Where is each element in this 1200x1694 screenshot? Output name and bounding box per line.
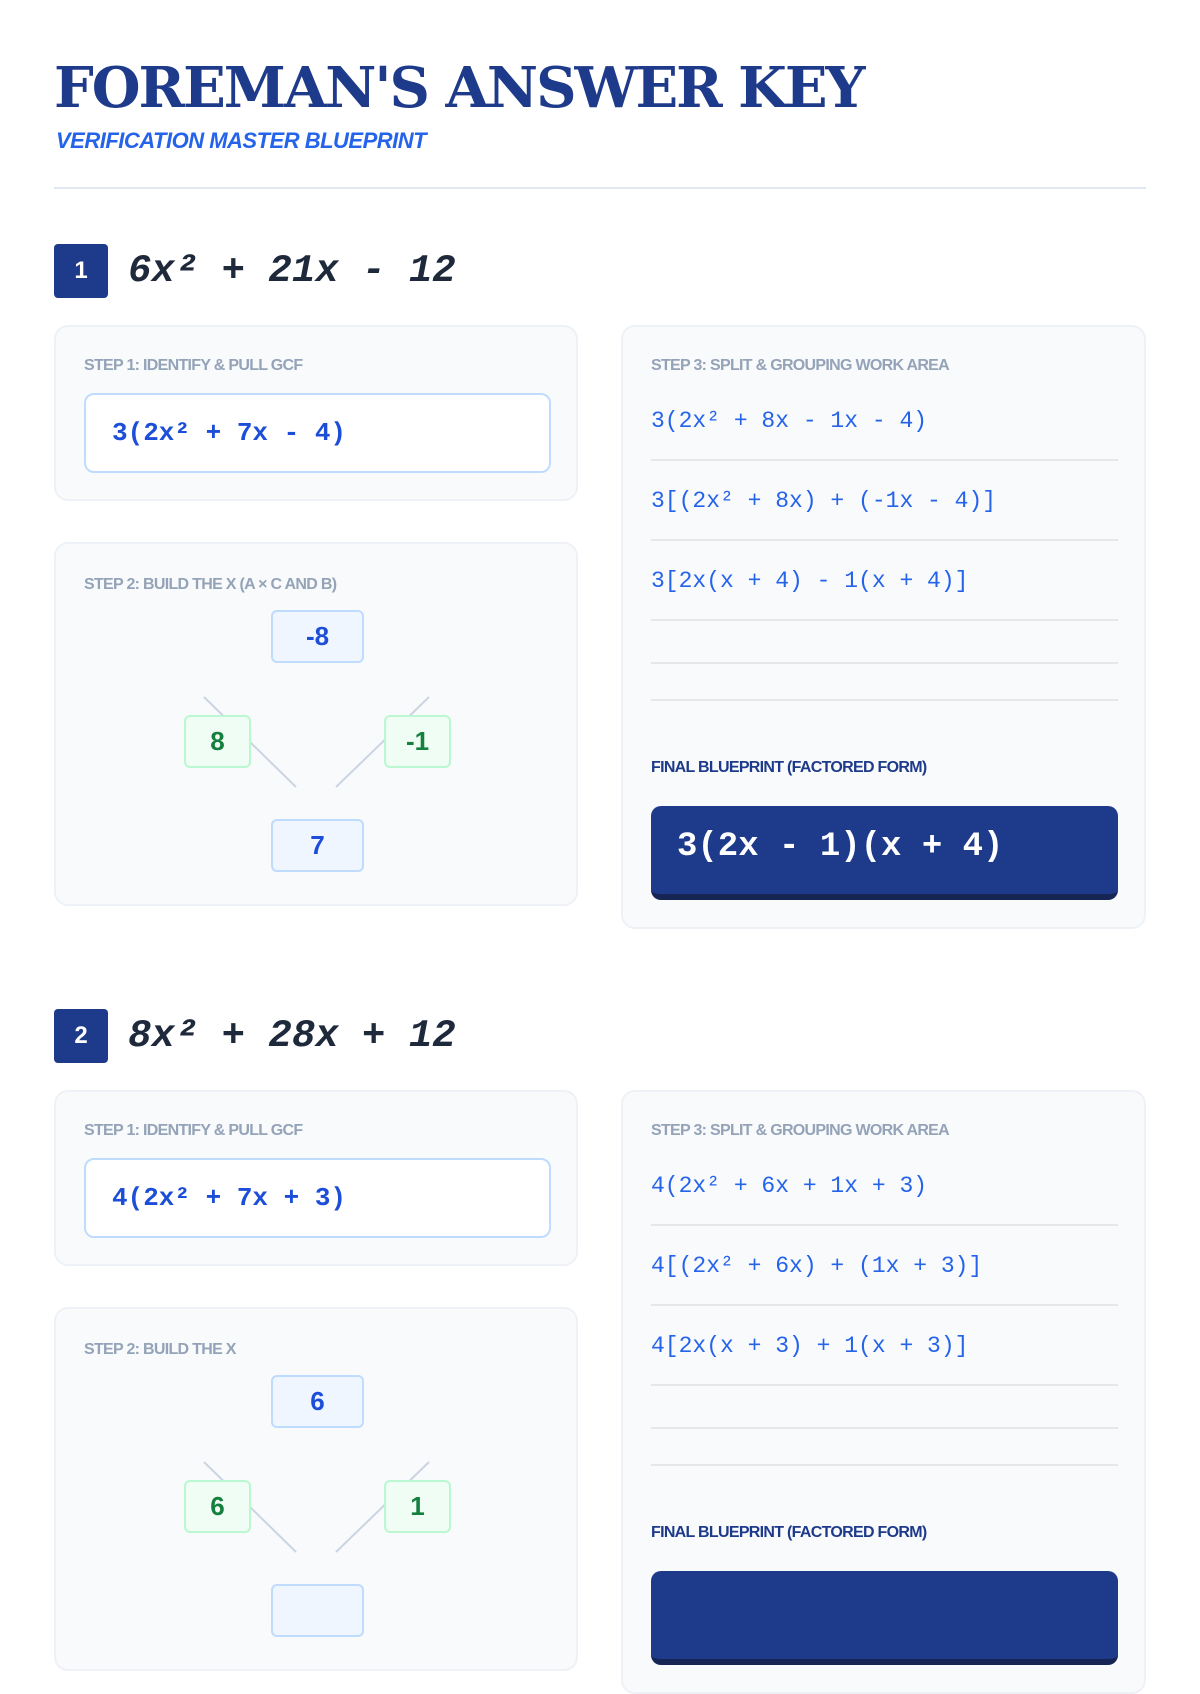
x-left-factor: 6 [184, 1480, 251, 1533]
page-title: FOREMAN'S ANSWER KEY [54, 55, 864, 121]
step3-card [621, 1090, 1146, 1694]
step1-card [54, 1090, 578, 1266]
work-line-1: 3(2x² + 8x - 1x - 4) [651, 381, 1118, 461]
work-line-3: 3[2x(x + 4) - 1(x + 4)] [651, 541, 1118, 621]
final-label: FINAL BLUEPRINT (FACTORED FORM) [651, 759, 927, 776]
final-answer-box [651, 1571, 1118, 1665]
header-divider [54, 187, 1146, 189]
step2-label: STEP 2: BUILD THE X [84, 1341, 236, 1358]
x-top-product: 6 [271, 1375, 364, 1428]
step1-card [54, 325, 578, 501]
step1-label: STEP 1: IDENTIFY & PULL GCF [84, 357, 303, 374]
step3-card [621, 325, 1146, 929]
step1-label: STEP 1: IDENTIFY & PULL GCF [84, 1122, 303, 1139]
step2-label: STEP 2: BUILD THE X (A × C AND B) [84, 576, 337, 593]
page-subtitle: VERIFICATION MASTER BLUEPRINT [56, 128, 427, 153]
step3-label: STEP 3: SPLIT & GROUPING WORK AREA [651, 357, 950, 374]
work-line-4 [651, 1386, 1118, 1466]
x-top-product: -8 [271, 610, 364, 663]
final-label: FINAL BLUEPRINT (FACTORED FORM) [651, 1524, 927, 1541]
problem-expression: 6x² + 21x - 12 [128, 249, 456, 293]
gcf-answer-box: 4(2x² + 7x + 3) [84, 1158, 551, 1238]
step2-card [54, 1307, 578, 1671]
problem-number-badge: 2 [54, 1009, 108, 1063]
work-line-4 [651, 621, 1118, 701]
work-line-2: 4[(2x² + 6x) + (1x + 3)] [651, 1226, 1118, 1306]
x-bottom-sum: 7 [271, 819, 364, 872]
gcf-answer-box: 3(2x² + 7x - 4) [84, 393, 551, 473]
problem-expression: 8x² + 28x + 12 [128, 1014, 456, 1058]
step3-label: STEP 3: SPLIT & GROUPING WORK AREA [651, 1122, 950, 1139]
final-answer-box: 3(2x - 1)(x + 4) [651, 806, 1118, 900]
x-right-factor: 1 [384, 1480, 451, 1533]
work-line-1: 4(2x² + 6x + 1x + 3) [651, 1146, 1118, 1226]
problem-number-badge: 1 [54, 244, 108, 298]
work-line-2: 3[(2x² + 8x) + (-1x - 4)] [651, 461, 1118, 541]
work-divider [651, 662, 1118, 664]
step2-card [54, 542, 578, 906]
work-divider [651, 1427, 1118, 1429]
x-right-factor: -1 [384, 715, 451, 768]
x-left-factor: 8 [184, 715, 251, 768]
x-bottom-sum [271, 1584, 364, 1637]
work-line-3: 4[2x(x + 3) + 1(x + 3)] [651, 1306, 1118, 1386]
